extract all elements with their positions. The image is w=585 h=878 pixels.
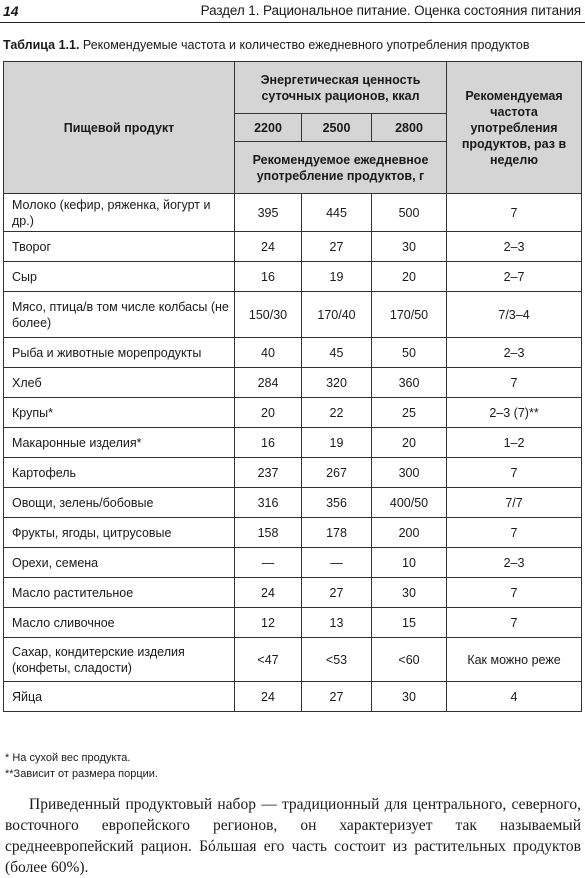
- table-row: [4, 428, 582, 458]
- value-2500: 22: [302, 398, 372, 428]
- weekly-frequency: 4: [447, 682, 582, 712]
- value-2800: 20: [372, 428, 447, 458]
- table-row: [4, 338, 582, 368]
- body-paragraph: Приведенный продуктовый набор — традиционный для центрального, северного, восточного европейского регионов, он характеризует так называемый среднеевропейский рацион. Бóльшая его часть состоит из растительных продуктов (более 60%).: [5, 796, 581, 876]
- value-2500: 170/40: [302, 292, 372, 338]
- product-name: Масло растительное: [4, 578, 235, 608]
- product-name: Овощи, зелень/бобовые: [4, 488, 235, 518]
- product-name: Молоко (кефир, ряженка, йогурт и др.): [4, 194, 235, 232]
- product-name: Яйца: [4, 682, 235, 712]
- weekly-frequency: 2–3: [447, 232, 582, 262]
- value-2500: 13: [302, 608, 372, 638]
- value-2800: 360: [372, 368, 447, 398]
- value-2500: 178: [302, 518, 372, 548]
- value-2800: 30: [372, 578, 447, 608]
- value-2800: 400/50: [372, 488, 447, 518]
- value-2500: 267: [302, 458, 372, 488]
- weekly-frequency: 1–2: [447, 428, 582, 458]
- value-2500: 19: [302, 428, 372, 458]
- table-row: [4, 232, 582, 262]
- table-row: [4, 398, 582, 428]
- value-2200: 40: [235, 338, 302, 368]
- product-name: Орехи, семена: [4, 548, 235, 578]
- value-2500: 45: [302, 338, 372, 368]
- header-kcal-2500: 2500: [302, 114, 372, 142]
- value-2800: 170/50: [372, 292, 447, 338]
- value-2200: 20: [235, 398, 302, 428]
- value-2800: 50: [372, 338, 447, 368]
- nutrition-table: [3, 61, 582, 712]
- value-2800: 10: [372, 548, 447, 578]
- product-name: Масло сливочное: [4, 608, 235, 638]
- value-2500: 27: [302, 232, 372, 262]
- table-caption-label: Таблица 1.1.: [3, 38, 80, 52]
- value-2200: 24: [235, 682, 302, 712]
- weekly-frequency: 2–7: [447, 262, 582, 292]
- product-name: Картофель: [4, 458, 235, 488]
- weekly-frequency: Как можно реже: [447, 638, 582, 682]
- weekly-frequency: 7/7: [447, 488, 582, 518]
- value-2200: 395: [235, 194, 302, 232]
- value-2200: —: [235, 548, 302, 578]
- product-name: Хлеб: [4, 368, 235, 398]
- product-name: Фрукты, ягоды, цитрусовые: [4, 518, 235, 548]
- weekly-frequency: 7: [447, 518, 582, 548]
- value-2500: 19: [302, 262, 372, 292]
- weekly-frequency: 7: [447, 578, 582, 608]
- value-2500: 445: [302, 194, 372, 232]
- product-name: Творог: [4, 232, 235, 262]
- header-kcal-2800: 2800: [372, 114, 447, 142]
- table-row: [4, 518, 582, 548]
- value-2200: <47: [235, 638, 302, 682]
- table-row: [4, 548, 582, 578]
- weekly-frequency: 2–3 (7)**: [447, 398, 582, 428]
- table-body: [4, 194, 582, 712]
- table-row: [4, 608, 582, 638]
- value-2500: 320: [302, 368, 372, 398]
- header-product: Пищевой продукт: [4, 62, 235, 194]
- value-2200: 16: [235, 428, 302, 458]
- value-2800: 30: [372, 232, 447, 262]
- value-2500: 27: [302, 578, 372, 608]
- header-energy-group: Энергетическая ценность суточных рационов, ккал: [235, 62, 447, 114]
- value-2800: 300: [372, 458, 447, 488]
- value-2800: 25: [372, 398, 447, 428]
- value-2500: 27: [302, 682, 372, 712]
- page-header: [0, 0, 585, 23]
- weekly-frequency: 7: [447, 608, 582, 638]
- table-caption: [3, 38, 583, 52]
- value-2800: 200: [372, 518, 447, 548]
- weekly-frequency: 2–3: [447, 338, 582, 368]
- header-kcal-2200: 2200: [235, 114, 302, 142]
- table-row: [4, 368, 582, 398]
- table-row: [4, 638, 582, 682]
- footnote-2: **Зависит от размера порции.: [5, 768, 158, 780]
- product-name: Сыр: [4, 262, 235, 292]
- value-2500: —: [302, 548, 372, 578]
- value-2800: 15: [372, 608, 447, 638]
- product-name: Мясо, птица/в том числе колбасы (не более): [4, 292, 235, 338]
- weekly-frequency: 7: [447, 194, 582, 232]
- value-2800: 500: [372, 194, 447, 232]
- value-2200: 158: [235, 518, 302, 548]
- value-2800: 20: [372, 262, 447, 292]
- product-name: Сахар, кондитерские изделия (конфеты, сладости): [4, 638, 235, 682]
- table-caption-text: Рекомендуемые частота и количество ежедневного употребления продуктов: [79, 38, 530, 52]
- page-number: 14: [3, 3, 19, 19]
- table-row: [4, 262, 582, 292]
- value-2200: 24: [235, 578, 302, 608]
- value-2200: 12: [235, 608, 302, 638]
- value-2200: 284: [235, 368, 302, 398]
- product-name: Макаронные изделия*: [4, 428, 235, 458]
- footnote-1: * На сухой вес продукта.: [5, 752, 131, 764]
- value-2500: 356: [302, 488, 372, 518]
- table-row: [4, 458, 582, 488]
- weekly-frequency: 7/3–4: [447, 292, 582, 338]
- value-2200: 24: [235, 232, 302, 262]
- value-2200: 316: [235, 488, 302, 518]
- product-name: Крупы*: [4, 398, 235, 428]
- value-2500: <53: [302, 638, 372, 682]
- weekly-frequency: 7: [447, 458, 582, 488]
- product-name: Рыба и животные морепродукты: [4, 338, 235, 368]
- table-row: [4, 488, 582, 518]
- footnotes: [5, 750, 158, 782]
- table-row: [4, 682, 582, 712]
- value-2200: 16: [235, 262, 302, 292]
- header-frequency: Рекомендуемая частота употребления продуктов, раз в неделю: [447, 62, 582, 194]
- table-row: [4, 578, 582, 608]
- header-daily-intake: Рекомендуемое ежедневное употребление продуктов, г: [235, 142, 447, 194]
- value-2800: 30: [372, 682, 447, 712]
- value-2200: 237: [235, 458, 302, 488]
- table-row: [4, 292, 582, 338]
- weekly-frequency: 2–3: [447, 548, 582, 578]
- value-2200: 150/30: [235, 292, 302, 338]
- value-2800: <60: [372, 638, 447, 682]
- running-head: Раздел 1. Рациональное питание. Оценка состояния питания: [200, 3, 581, 18]
- weekly-frequency: 7: [447, 368, 582, 398]
- table-row: [4, 194, 582, 232]
